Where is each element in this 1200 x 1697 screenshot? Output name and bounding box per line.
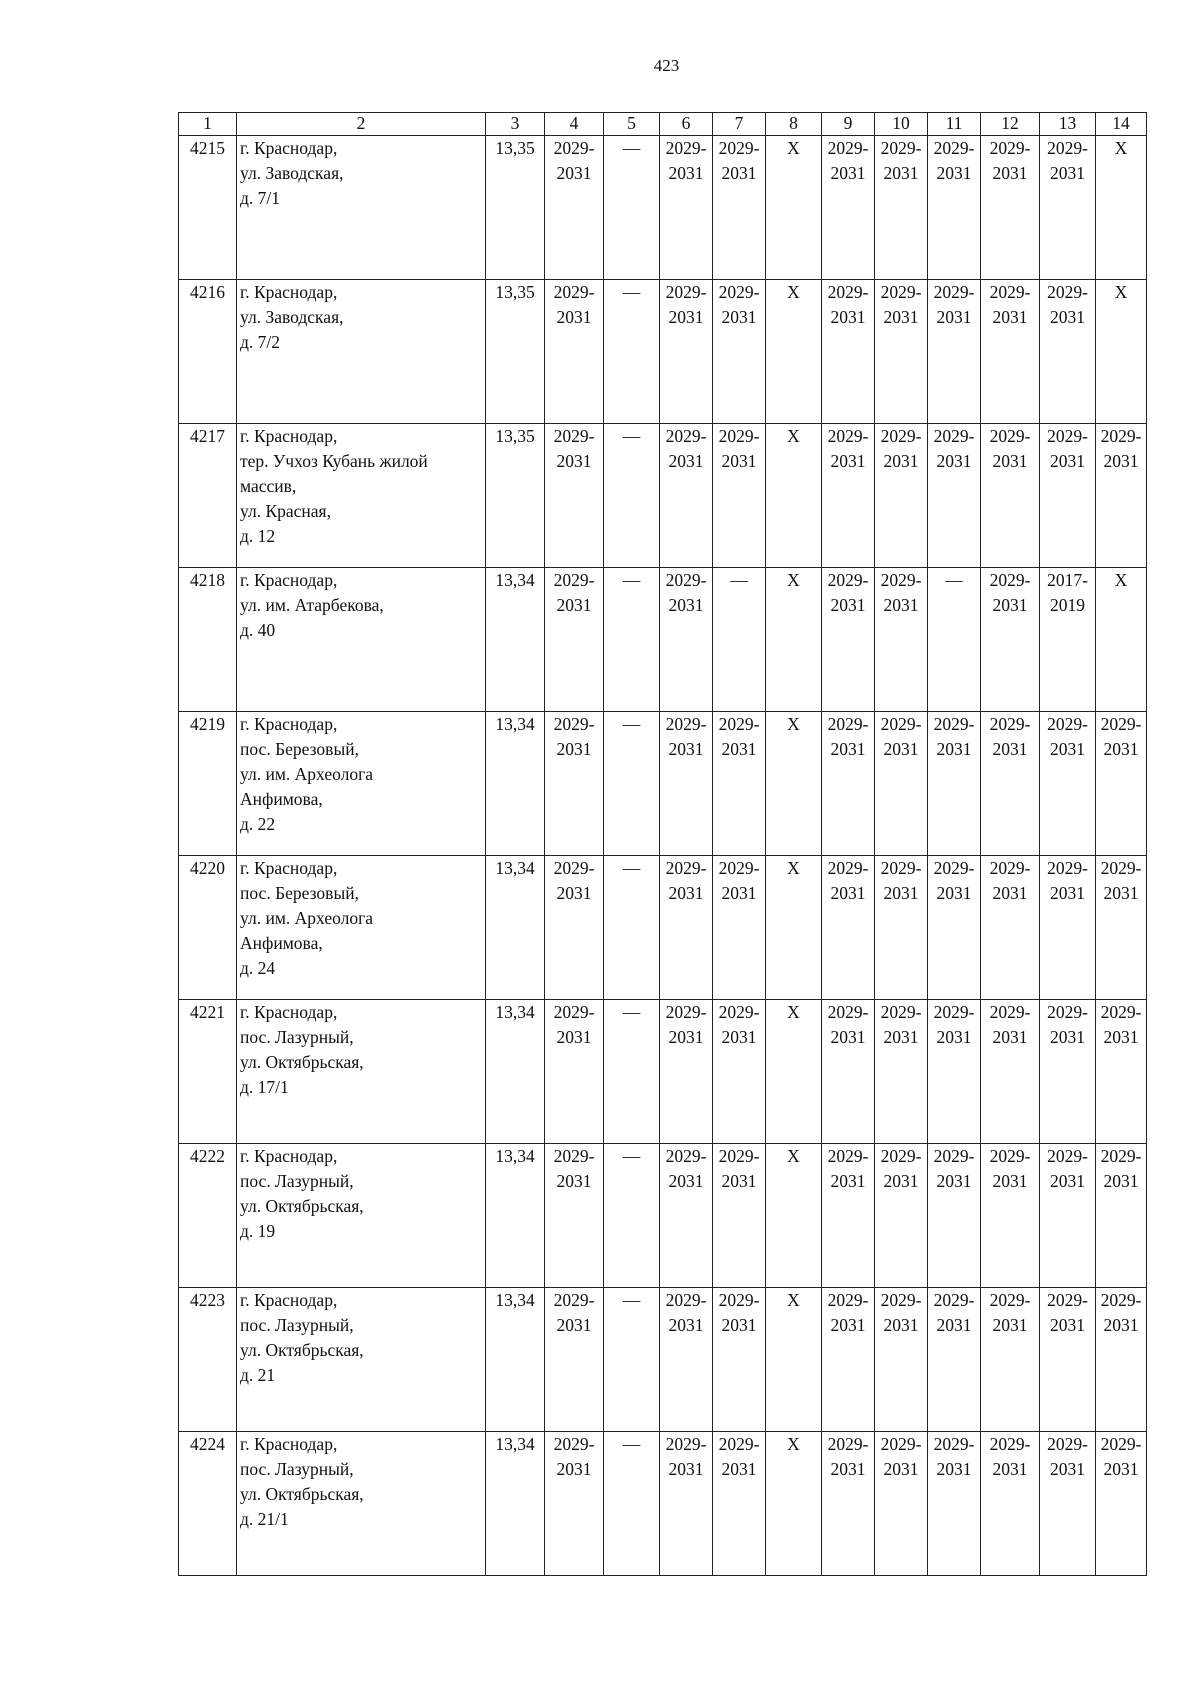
value-cell-col-12: 2029- 2031 (981, 712, 1040, 856)
value-cell-col-5: — (604, 712, 660, 856)
value-cell-col-5: — (604, 280, 660, 424)
value-cell-col-9: 2029- 2031 (822, 712, 875, 856)
address-line: г. Краснодар, (240, 570, 338, 590)
value-cell-col-12: 2029- 2031 (981, 1432, 1040, 1576)
value-cell-col-5: — (604, 856, 660, 1000)
address-line: ул. им. Археолога (240, 764, 374, 784)
header-row (179, 113, 1147, 136)
value-cell-col-13: 2029- 2031 (1040, 1000, 1096, 1144)
page-number: 423 (653, 56, 680, 75)
value-cell-col-4: 2029- 2031 (545, 1000, 604, 1144)
value-cell-col-7: 2029- 2031 (713, 1144, 766, 1288)
column-header-2: 2 (237, 113, 486, 136)
table-row (179, 568, 1147, 712)
value-cell-col-6: 2029- 2031 (660, 712, 713, 856)
address-cell (237, 424, 486, 568)
value-cell-col-9: 2029- 2031 (822, 1432, 875, 1576)
value-cell-col-3: 13,35 (486, 424, 545, 568)
address-line: д. 24 (240, 958, 276, 978)
value-cell-col-10: 2029- 2031 (875, 424, 928, 568)
column-header-6: 6 (660, 113, 713, 136)
value-cell-col-3: 13,34 (486, 1288, 545, 1432)
value-cell-col-13: 2029- 2031 (1040, 280, 1096, 424)
value-cell-col-4: 2029- 2031 (545, 424, 604, 568)
value-cell-col-10: 2029- 2031 (875, 712, 928, 856)
table-row (179, 1432, 1147, 1576)
value-cell-col-7: 2029- 2031 (713, 424, 766, 568)
value-cell-col-9: 2029- 2031 (822, 1288, 875, 1432)
value-cell-col-13: 2017- 2019 (1040, 568, 1096, 712)
address-line: г. Краснодар, (240, 1434, 338, 1454)
value-cell-col-11: 2029- 2031 (928, 1432, 981, 1576)
value-cell-col-14: X (1096, 136, 1147, 280)
value-cell-col-8: X (766, 568, 822, 712)
value-cell-col-14: 2029- 2031 (1096, 1000, 1147, 1144)
address-cell (237, 280, 486, 424)
address-line: д. 7/1 (240, 188, 281, 208)
table-row (179, 712, 1147, 856)
row-number: 4223 (179, 1288, 237, 1432)
table-body (179, 136, 1147, 1576)
value-cell-col-13: 2029- 2031 (1040, 1144, 1096, 1288)
value-cell-col-9: 2029- 2031 (822, 136, 875, 280)
address-line: ул. им. Археолога (240, 908, 374, 928)
value-cell-col-10: 2029- 2031 (875, 1000, 928, 1144)
value-cell-col-4: 2029- 2031 (545, 1432, 604, 1576)
address-cell (237, 1288, 486, 1432)
value-cell-col-13: 2029- 2031 (1040, 424, 1096, 568)
value-cell-col-11: 2029- 2031 (928, 1144, 981, 1288)
value-cell-col-10: 2029- 2031 (875, 136, 928, 280)
address-line: пос. Лазурный, (240, 1171, 354, 1191)
value-cell-col-10: 2029- 2031 (875, 856, 928, 1000)
value-cell-col-4: 2029- 2031 (545, 280, 604, 424)
row-number: 4217 (179, 424, 237, 568)
address-line: тер. Учхоз Кубань жилой (240, 451, 428, 471)
column-header-5: 5 (604, 113, 660, 136)
address-line: д. 40 (240, 620, 276, 640)
value-cell-col-9: 2029- 2031 (822, 280, 875, 424)
row-number: 4222 (179, 1144, 237, 1288)
value-cell-col-14: 2029- 2031 (1096, 712, 1147, 856)
address-line: д. 21 (240, 1365, 276, 1385)
value-cell-col-6: 2029- 2031 (660, 1144, 713, 1288)
address-line: д. 19 (240, 1221, 276, 1241)
value-cell-col-13: 2029- 2031 (1040, 1432, 1096, 1576)
column-header-8: 8 (766, 113, 822, 136)
value-cell-col-11: — (928, 568, 981, 712)
value-cell-col-14: 2029- 2031 (1096, 856, 1147, 1000)
address-line: ул. Заводская, (240, 163, 344, 183)
address-cell (237, 856, 486, 1000)
value-cell-col-7: 2029- 2031 (713, 1288, 766, 1432)
value-cell-col-10: 2029- 2031 (875, 1144, 928, 1288)
column-header-7: 7 (713, 113, 766, 136)
value-cell-col-13: 2029- 2031 (1040, 1288, 1096, 1432)
value-cell-col-7: 2029- 2031 (713, 280, 766, 424)
value-cell-col-6: 2029- 2031 (660, 1432, 713, 1576)
value-cell-col-6: 2029- 2031 (660, 424, 713, 568)
address-cell (237, 1000, 486, 1144)
value-cell-col-5: — (604, 1144, 660, 1288)
value-cell-col-7: 2029- 2031 (713, 856, 766, 1000)
value-cell-col-13: 2029- 2031 (1040, 136, 1096, 280)
value-cell-col-6: 2029- 2031 (660, 568, 713, 712)
address-line: д. 12 (240, 526, 276, 546)
value-cell-col-8: X (766, 136, 822, 280)
value-cell-col-12: 2029- 2031 (981, 1144, 1040, 1288)
row-number: 4216 (179, 280, 237, 424)
value-cell-col-7: — (713, 568, 766, 712)
value-cell-col-8: X (766, 1432, 822, 1576)
value-cell-col-3: 13,34 (486, 1000, 545, 1144)
address-line: г. Краснодар, (240, 138, 338, 158)
table-row (179, 1000, 1147, 1144)
value-cell-col-8: X (766, 280, 822, 424)
value-cell-col-5: — (604, 1432, 660, 1576)
table-row (179, 424, 1147, 568)
value-cell-col-11: 2029- 2031 (928, 856, 981, 1000)
value-cell-col-6: 2029- 2031 (660, 136, 713, 280)
address-line: пос. Лазурный, (240, 1027, 354, 1047)
register-table (178, 112, 1147, 1576)
column-header-12: 12 (981, 113, 1040, 136)
value-cell-col-4: 2029- 2031 (545, 1144, 604, 1288)
address-line: ул. Октябрьская, (240, 1484, 364, 1504)
address-line: пос. Березовый, (240, 883, 359, 903)
value-cell-col-11: 2029- 2031 (928, 712, 981, 856)
value-cell-col-5: — (604, 1000, 660, 1144)
value-cell-col-3: 13,34 (486, 1144, 545, 1288)
address-line: ул. им. Атарбекова, (240, 595, 384, 615)
value-cell-col-7: 2029- 2031 (713, 1000, 766, 1144)
value-cell-col-12: 2029- 2031 (981, 568, 1040, 712)
value-cell-col-10: 2029- 2031 (875, 1432, 928, 1576)
value-cell-col-8: X (766, 1000, 822, 1144)
address-line: пос. Лазурный, (240, 1315, 354, 1335)
value-cell-col-9: 2029- 2031 (822, 424, 875, 568)
address-line: г. Краснодар, (240, 1002, 338, 1022)
address-line: Анфимова, (240, 789, 323, 809)
address-line: д. 7/2 (240, 332, 281, 352)
row-number: 4224 (179, 1432, 237, 1576)
value-cell-col-3: 13,34 (486, 856, 545, 1000)
column-header-3: 3 (486, 113, 545, 136)
address-line: ул. Октябрьская, (240, 1340, 364, 1360)
row-number: 4219 (179, 712, 237, 856)
value-cell-col-9: 2029- 2031 (822, 568, 875, 712)
column-header-10: 10 (875, 113, 928, 136)
value-cell-col-9: 2029- 2031 (822, 1000, 875, 1144)
column-header-13: 13 (1040, 113, 1096, 136)
value-cell-col-8: X (766, 424, 822, 568)
value-cell-col-14: 2029- 2031 (1096, 1432, 1147, 1576)
row-number: 4215 (179, 136, 237, 280)
value-cell-col-13: 2029- 2031 (1040, 856, 1096, 1000)
address-line: пос. Лазурный, (240, 1459, 354, 1479)
value-cell-col-7: 2029- 2031 (713, 1432, 766, 1576)
value-cell-col-14: 2029- 2031 (1096, 1288, 1147, 1432)
address-line: пос. Березовый, (240, 739, 359, 759)
value-cell-col-3: 13,34 (486, 712, 545, 856)
value-cell-col-12: 2029- 2031 (981, 856, 1040, 1000)
value-cell-col-6: 2029- 2031 (660, 280, 713, 424)
value-cell-col-11: 2029- 2031 (928, 280, 981, 424)
address-line: г. Краснодар, (240, 1146, 338, 1166)
address-line: г. Краснодар, (240, 714, 338, 734)
value-cell-col-3: 13,34 (486, 1432, 545, 1576)
value-cell-col-12: 2029- 2031 (981, 280, 1040, 424)
address-cell (237, 1432, 486, 1576)
value-cell-col-12: 2029- 2031 (981, 1000, 1040, 1144)
address-line: ул. Красная, (240, 501, 331, 521)
address-line: Анфимова, (240, 933, 323, 953)
value-cell-col-5: — (604, 1288, 660, 1432)
value-cell-col-11: 2029- 2031 (928, 1000, 981, 1144)
value-cell-col-14: X (1096, 568, 1147, 712)
value-cell-col-4: 2029- 2031 (545, 568, 604, 712)
value-cell-col-4: 2029- 2031 (545, 712, 604, 856)
value-cell-col-7: 2029- 2031 (713, 136, 766, 280)
address-line: г. Краснодар, (240, 858, 338, 878)
table-row (179, 856, 1147, 1000)
value-cell-col-12: 2029- 2031 (981, 136, 1040, 280)
value-cell-col-5: — (604, 136, 660, 280)
row-number: 4221 (179, 1000, 237, 1144)
column-header-14: 14 (1096, 113, 1147, 136)
address-line: г. Краснодар, (240, 282, 338, 302)
value-cell-col-7: 2029- 2031 (713, 712, 766, 856)
value-cell-col-6: 2029- 2031 (660, 1288, 713, 1432)
address-cell (237, 136, 486, 280)
address-line: д. 21/1 (240, 1509, 289, 1529)
value-cell-col-12: 2029- 2031 (981, 1288, 1040, 1432)
value-cell-col-8: X (766, 712, 822, 856)
address-line: ул. Октябрьская, (240, 1052, 364, 1072)
address-line: д. 22 (240, 814, 276, 834)
value-cell-col-5: — (604, 568, 660, 712)
value-cell-col-13: 2029- 2031 (1040, 712, 1096, 856)
value-cell-col-14: 2029- 2031 (1096, 424, 1147, 568)
column-header-4: 4 (545, 113, 604, 136)
value-cell-col-10: 2029- 2031 (875, 1288, 928, 1432)
column-header-1: 1 (179, 113, 237, 136)
value-cell-col-11: 2029- 2031 (928, 1288, 981, 1432)
value-cell-col-3: 13,35 (486, 136, 545, 280)
address-cell (237, 1144, 486, 1288)
value-cell-col-3: 13,35 (486, 280, 545, 424)
table-row (179, 1144, 1147, 1288)
table-row (179, 1288, 1147, 1432)
value-cell-col-8: X (766, 1144, 822, 1288)
value-cell-col-11: 2029- 2031 (928, 424, 981, 568)
column-header-9: 9 (822, 113, 875, 136)
value-cell-col-8: X (766, 856, 822, 1000)
value-cell-col-11: 2029- 2031 (928, 136, 981, 280)
address-line: ул. Заводская, (240, 307, 344, 327)
address-line: ул. Октябрьская, (240, 1196, 364, 1216)
value-cell-col-8: X (766, 1288, 822, 1432)
value-cell-col-4: 2029- 2031 (545, 1288, 604, 1432)
value-cell-col-4: 2029- 2031 (545, 856, 604, 1000)
address-line: г. Краснодар, (240, 426, 338, 446)
address-cell (237, 568, 486, 712)
value-cell-col-14: X (1096, 280, 1147, 424)
address-cell (237, 712, 486, 856)
table-row (179, 280, 1147, 424)
value-cell-col-10: 2029- 2031 (875, 568, 928, 712)
value-cell-col-3: 13,34 (486, 568, 545, 712)
value-cell-col-12: 2029- 2031 (981, 424, 1040, 568)
value-cell-col-6: 2029- 2031 (660, 856, 713, 1000)
address-line: массив, (240, 476, 297, 496)
row-number: 4220 (179, 856, 237, 1000)
address-line: д. 17/1 (240, 1077, 289, 1097)
value-cell-col-6: 2029- 2031 (660, 1000, 713, 1144)
value-cell-col-9: 2029- 2031 (822, 1144, 875, 1288)
table-row (179, 136, 1147, 280)
value-cell-col-14: 2029- 2031 (1096, 1144, 1147, 1288)
column-header-11: 11 (928, 113, 981, 136)
row-number: 4218 (179, 568, 237, 712)
address-line: г. Краснодар, (240, 1290, 338, 1310)
value-cell-col-4: 2029- 2031 (545, 136, 604, 280)
value-cell-col-10: 2029- 2031 (875, 280, 928, 424)
value-cell-col-5: — (604, 424, 660, 568)
value-cell-col-9: 2029- 2031 (822, 856, 875, 1000)
